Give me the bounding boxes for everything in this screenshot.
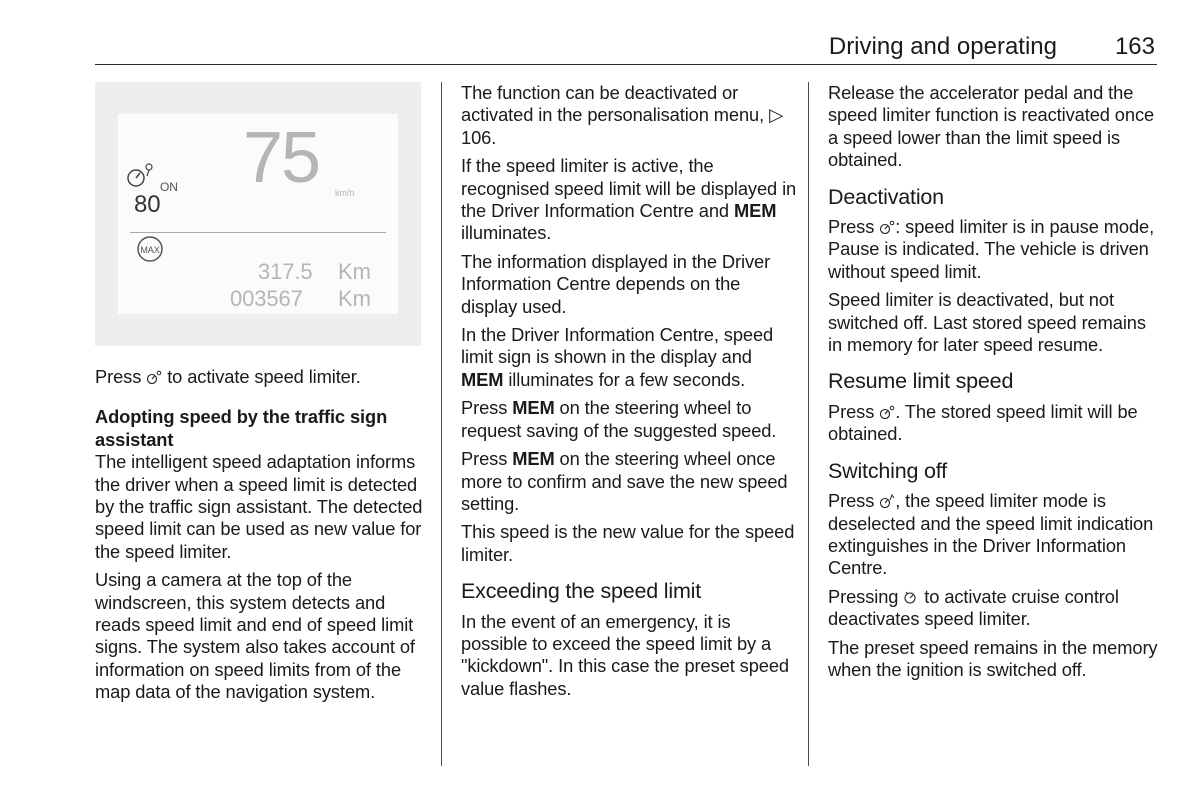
section-title: Driving and operating [828, 33, 1057, 60]
paragraph: In the Driver Information Centre, speed limit sign is shown in the display and MEM illuminates for a few seconds. [461, 324, 774, 390]
column-divider [441, 82, 442, 766]
set-speed-value: 80 [134, 191, 161, 218]
limiter-on-label: ON [160, 180, 178, 194]
subheading: Adopting speed by the traffic sign assistant [95, 406, 388, 450]
paragraph: The preset speed remains in the memory when the ignition is switched off. [828, 636, 1158, 680]
paragraph: Press MEM on the steering wheel once more to confirm and save the new speed setting. [461, 448, 788, 514]
paragraph: The information displayed in the Driver Information Centre depends on the display used. [461, 250, 771, 317]
paragraph: If the speed limiter is active, the recognised speed limit will be displayed in the Driver Information Centre and MEM illuminates. [461, 155, 797, 244]
section-heading: Switching off [828, 458, 947, 483]
page-reference-arrow-icon: ▷ [769, 104, 784, 126]
paragraph: Pressing to activate cruise control deactivates speed limiter. [828, 585, 1119, 630]
speed-limiter-icon [879, 220, 895, 234]
page-header [95, 28, 1157, 65]
driver-information-display-figure [95, 82, 421, 346]
speed-limiter-off-icon [879, 494, 895, 508]
trip-unit: Km [338, 259, 371, 284]
max-speed-icon [135, 234, 165, 264]
paragraph: In the event of an emergency, it is possible to exceed the speed limit by a "kickdown". In this case the preset speed value flashes. [461, 610, 789, 699]
speed-unit: km/h [335, 188, 355, 198]
odometer-value: 003567 [230, 286, 303, 311]
paragraph: Using a camera at the top of the windscreen, this system detects and reads speed limit and end of speed limit signs. The system also takes account of information on speed limits from of the map data of the navigation system. [95, 569, 415, 703]
cruise-control-icon [903, 590, 919, 604]
paragraph: The function can be deactivated or activated in the personalisation menu, ▷ 106. [461, 82, 784, 148]
section-heading: Exceeding the speed limit [461, 579, 702, 604]
display-screen [118, 114, 398, 314]
section-heading: Deactivation [828, 184, 944, 209]
page-number: 163 [1114, 33, 1155, 60]
column-divider [808, 82, 809, 766]
current-speed: 75 [243, 118, 320, 198]
max-label: MAX [140, 245, 160, 255]
display-separator [130, 232, 386, 233]
trip-value: 317.5 [258, 259, 313, 284]
paragraph: Speed limiter is deactivated, but not switched off. Last stored speed remains in memory for later speed resume. [828, 289, 1146, 356]
paragraph: Press MEM on the steering wheel to request saving of the suggested speed. [461, 397, 777, 441]
paragraph: Press , the speed limiter mode is deselected and the speed limit indication extinguishes in the Driver Information Centre. [828, 490, 1154, 579]
paragraph: Press : speed limiter is in pause mode, Pause is indicated. The vehicle is driven without speed limit. [828, 216, 1155, 282]
column-middle [461, 82, 797, 706]
odometer-unit: Km [338, 286, 371, 311]
speed-limiter-icon [146, 370, 162, 384]
paragraph: This speed is the new value for the speed limiter. [461, 521, 795, 565]
page-reference: 106 [461, 126, 492, 148]
speed-limiter-icon [879, 405, 895, 419]
paragraph: Release the accelerator pedal and the speed limiter function is reactivated once a speed lower than the limit speed is obtained. [828, 82, 1155, 171]
column-right [828, 82, 1164, 687]
paragraph: Press to activate speed limiter. [95, 366, 361, 387]
column-left [95, 82, 431, 710]
section-heading: Resume limit speed [828, 369, 1014, 394]
paragraph: Press . The stored speed limit will be obtained. [828, 400, 1138, 445]
paragraph: The intelligent speed adaptation informs the driver when a speed limit is detected by the traffic sign assistant. The detected speed limit can be used as new value for the speed limiter. [95, 451, 423, 562]
